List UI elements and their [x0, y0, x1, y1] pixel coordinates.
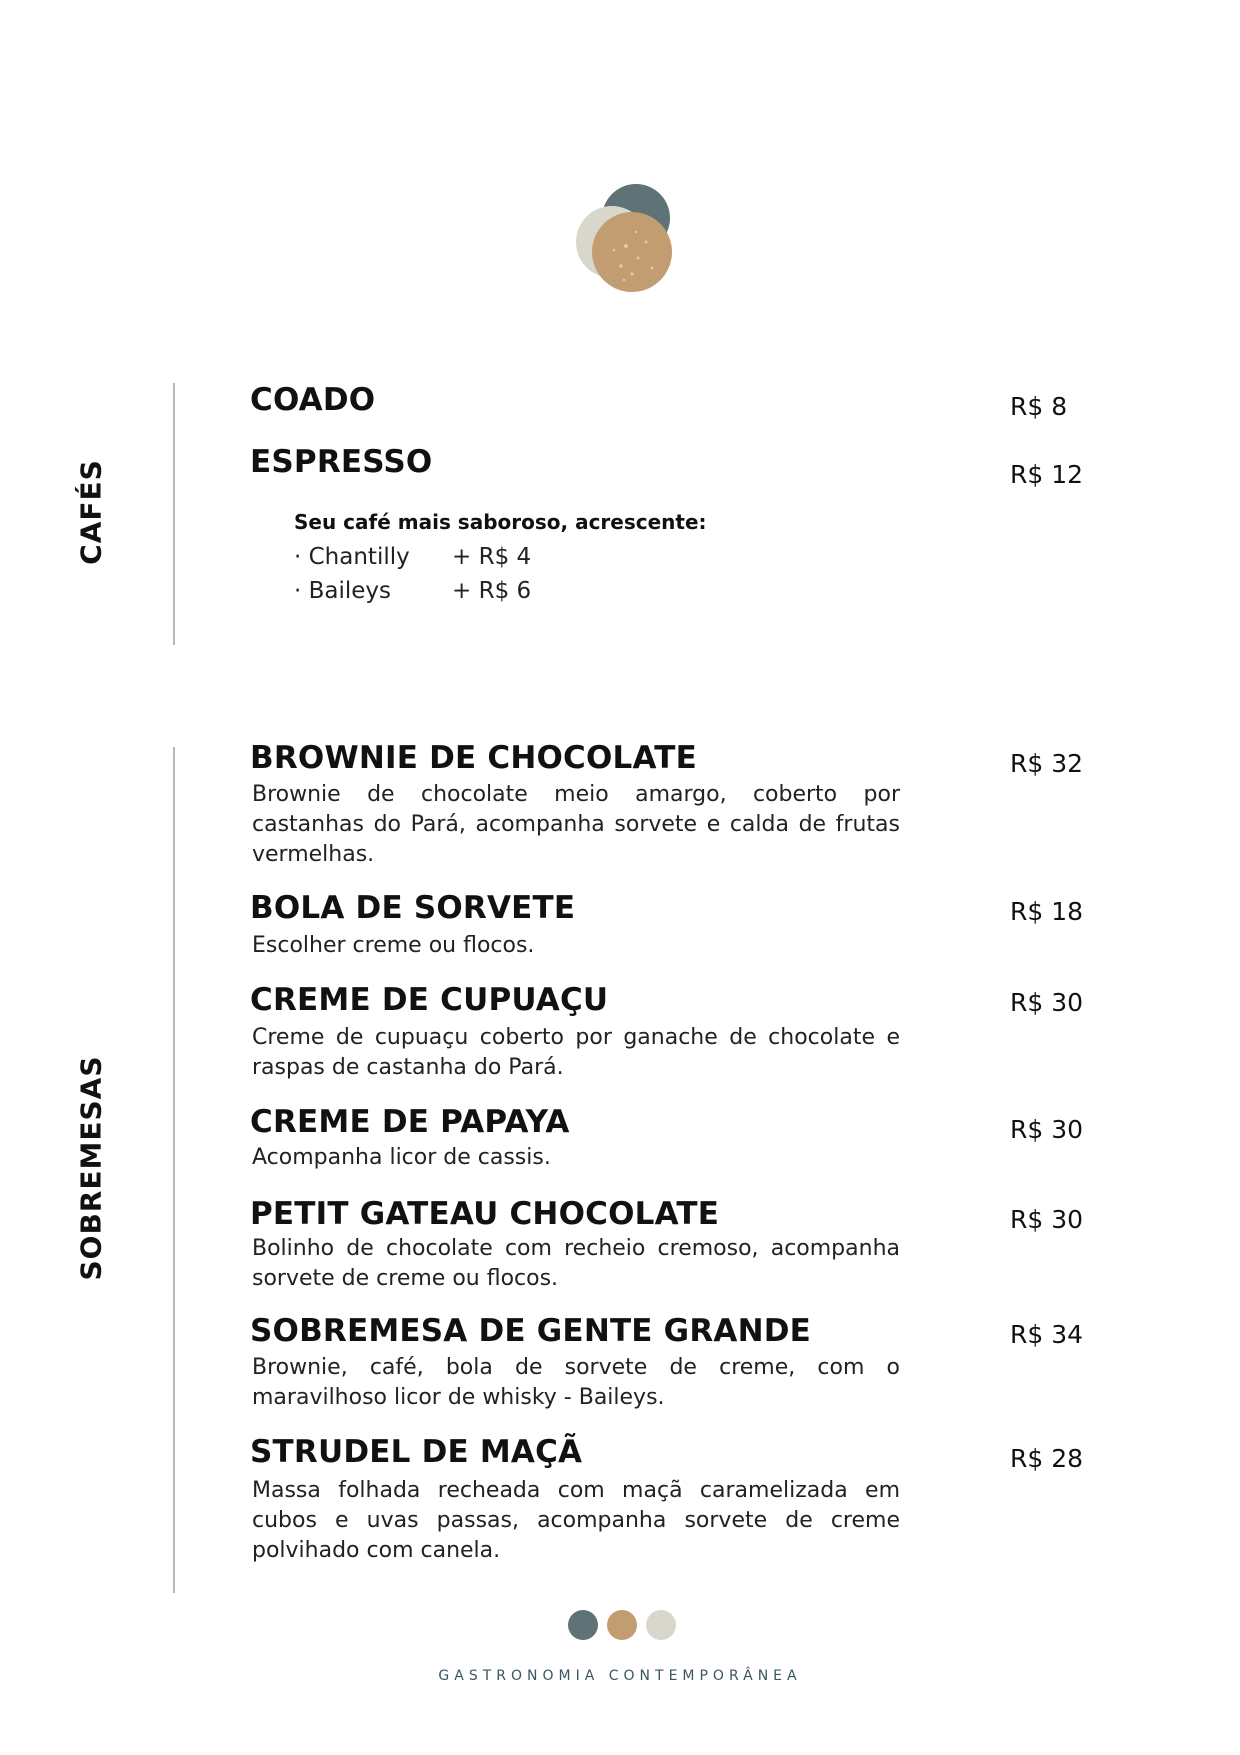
sobremesas-divider [173, 747, 175, 1593]
addons-title: Seu café mais saboroso, acrescente: [294, 510, 707, 534]
section-label-sobremesas: SOBREMESAS [74, 1055, 108, 1281]
item-name: PETIT GATEAU CHOCOLATE [250, 1196, 720, 1232]
item-price: R$ 30 [1010, 1115, 1084, 1144]
item-price: R$ 8 [1010, 392, 1068, 421]
item-description: Creme de cupuaçu coberto por ganache de chocolate e raspas de castanha do Pará. [252, 1025, 900, 1080]
item-description: Acompanha licor de cassis. [252, 1145, 551, 1170]
addon-name: Baileys [308, 578, 392, 604]
item-description: Bolinho de chocolate com recheio cremoso, acompanha sorvete de creme ou flocos. [252, 1236, 900, 1291]
addon-row [294, 544, 554, 570]
item-description: Brownie, café, bola de sorvete de creme, com o maravilhoso licor de whisky - Baileys. [252, 1355, 900, 1410]
item-name: BROWNIE DE CHOCOLATE [250, 740, 698, 776]
addon-name: Chantilly [308, 544, 410, 570]
item-price: R$ 28 [1010, 1444, 1084, 1473]
item-description: Brownie de chocolate meio amargo, coberto por castanhas do Pará, acompanha sorvete e calda de frutas vermelhas. [252, 782, 900, 867]
item-name: COADO [250, 382, 376, 418]
item-name: CREME DE PAPAYA [250, 1104, 570, 1140]
addon-price: + R$ 6 [452, 578, 532, 604]
footer-tagline: GASTRONOMIA CONTEMPORÂNEA [438, 1668, 802, 1684]
bullet: · [294, 578, 302, 604]
item-description: Escolher creme ou flocos. [252, 933, 535, 958]
item-name: BOLA DE SORVETE [250, 890, 576, 926]
item-price: R$ 32 [1010, 749, 1084, 778]
item-name: CREME DE CUPUAÇU [250, 982, 609, 1018]
item-price: R$ 12 [1010, 460, 1084, 489]
item-price: R$ 30 [1010, 988, 1084, 1017]
addon-price: + R$ 4 [452, 544, 532, 570]
item-price: R$ 30 [1010, 1205, 1084, 1234]
item-name: ESPRESSO [250, 444, 433, 480]
cafes-divider [173, 383, 175, 645]
item-price: R$ 18 [1010, 897, 1084, 926]
three-dots-logo [566, 1608, 678, 1642]
stacked-circles-logo [566, 184, 686, 296]
addon-row [294, 578, 554, 604]
item-description: Massa folhada recheada com maçã caramelizada em cubos e uvas passas, acompanha sorvete de creme polvihado com canela. [252, 1478, 900, 1563]
section-label-cafes: CAFÉS [74, 459, 108, 565]
item-price: R$ 34 [1010, 1320, 1084, 1349]
bullet: · [294, 544, 302, 570]
item-name: SOBREMESA DE GENTE GRANDE [250, 1313, 812, 1349]
item-name: STRUDEL DE MAÇÃ [250, 1434, 583, 1470]
